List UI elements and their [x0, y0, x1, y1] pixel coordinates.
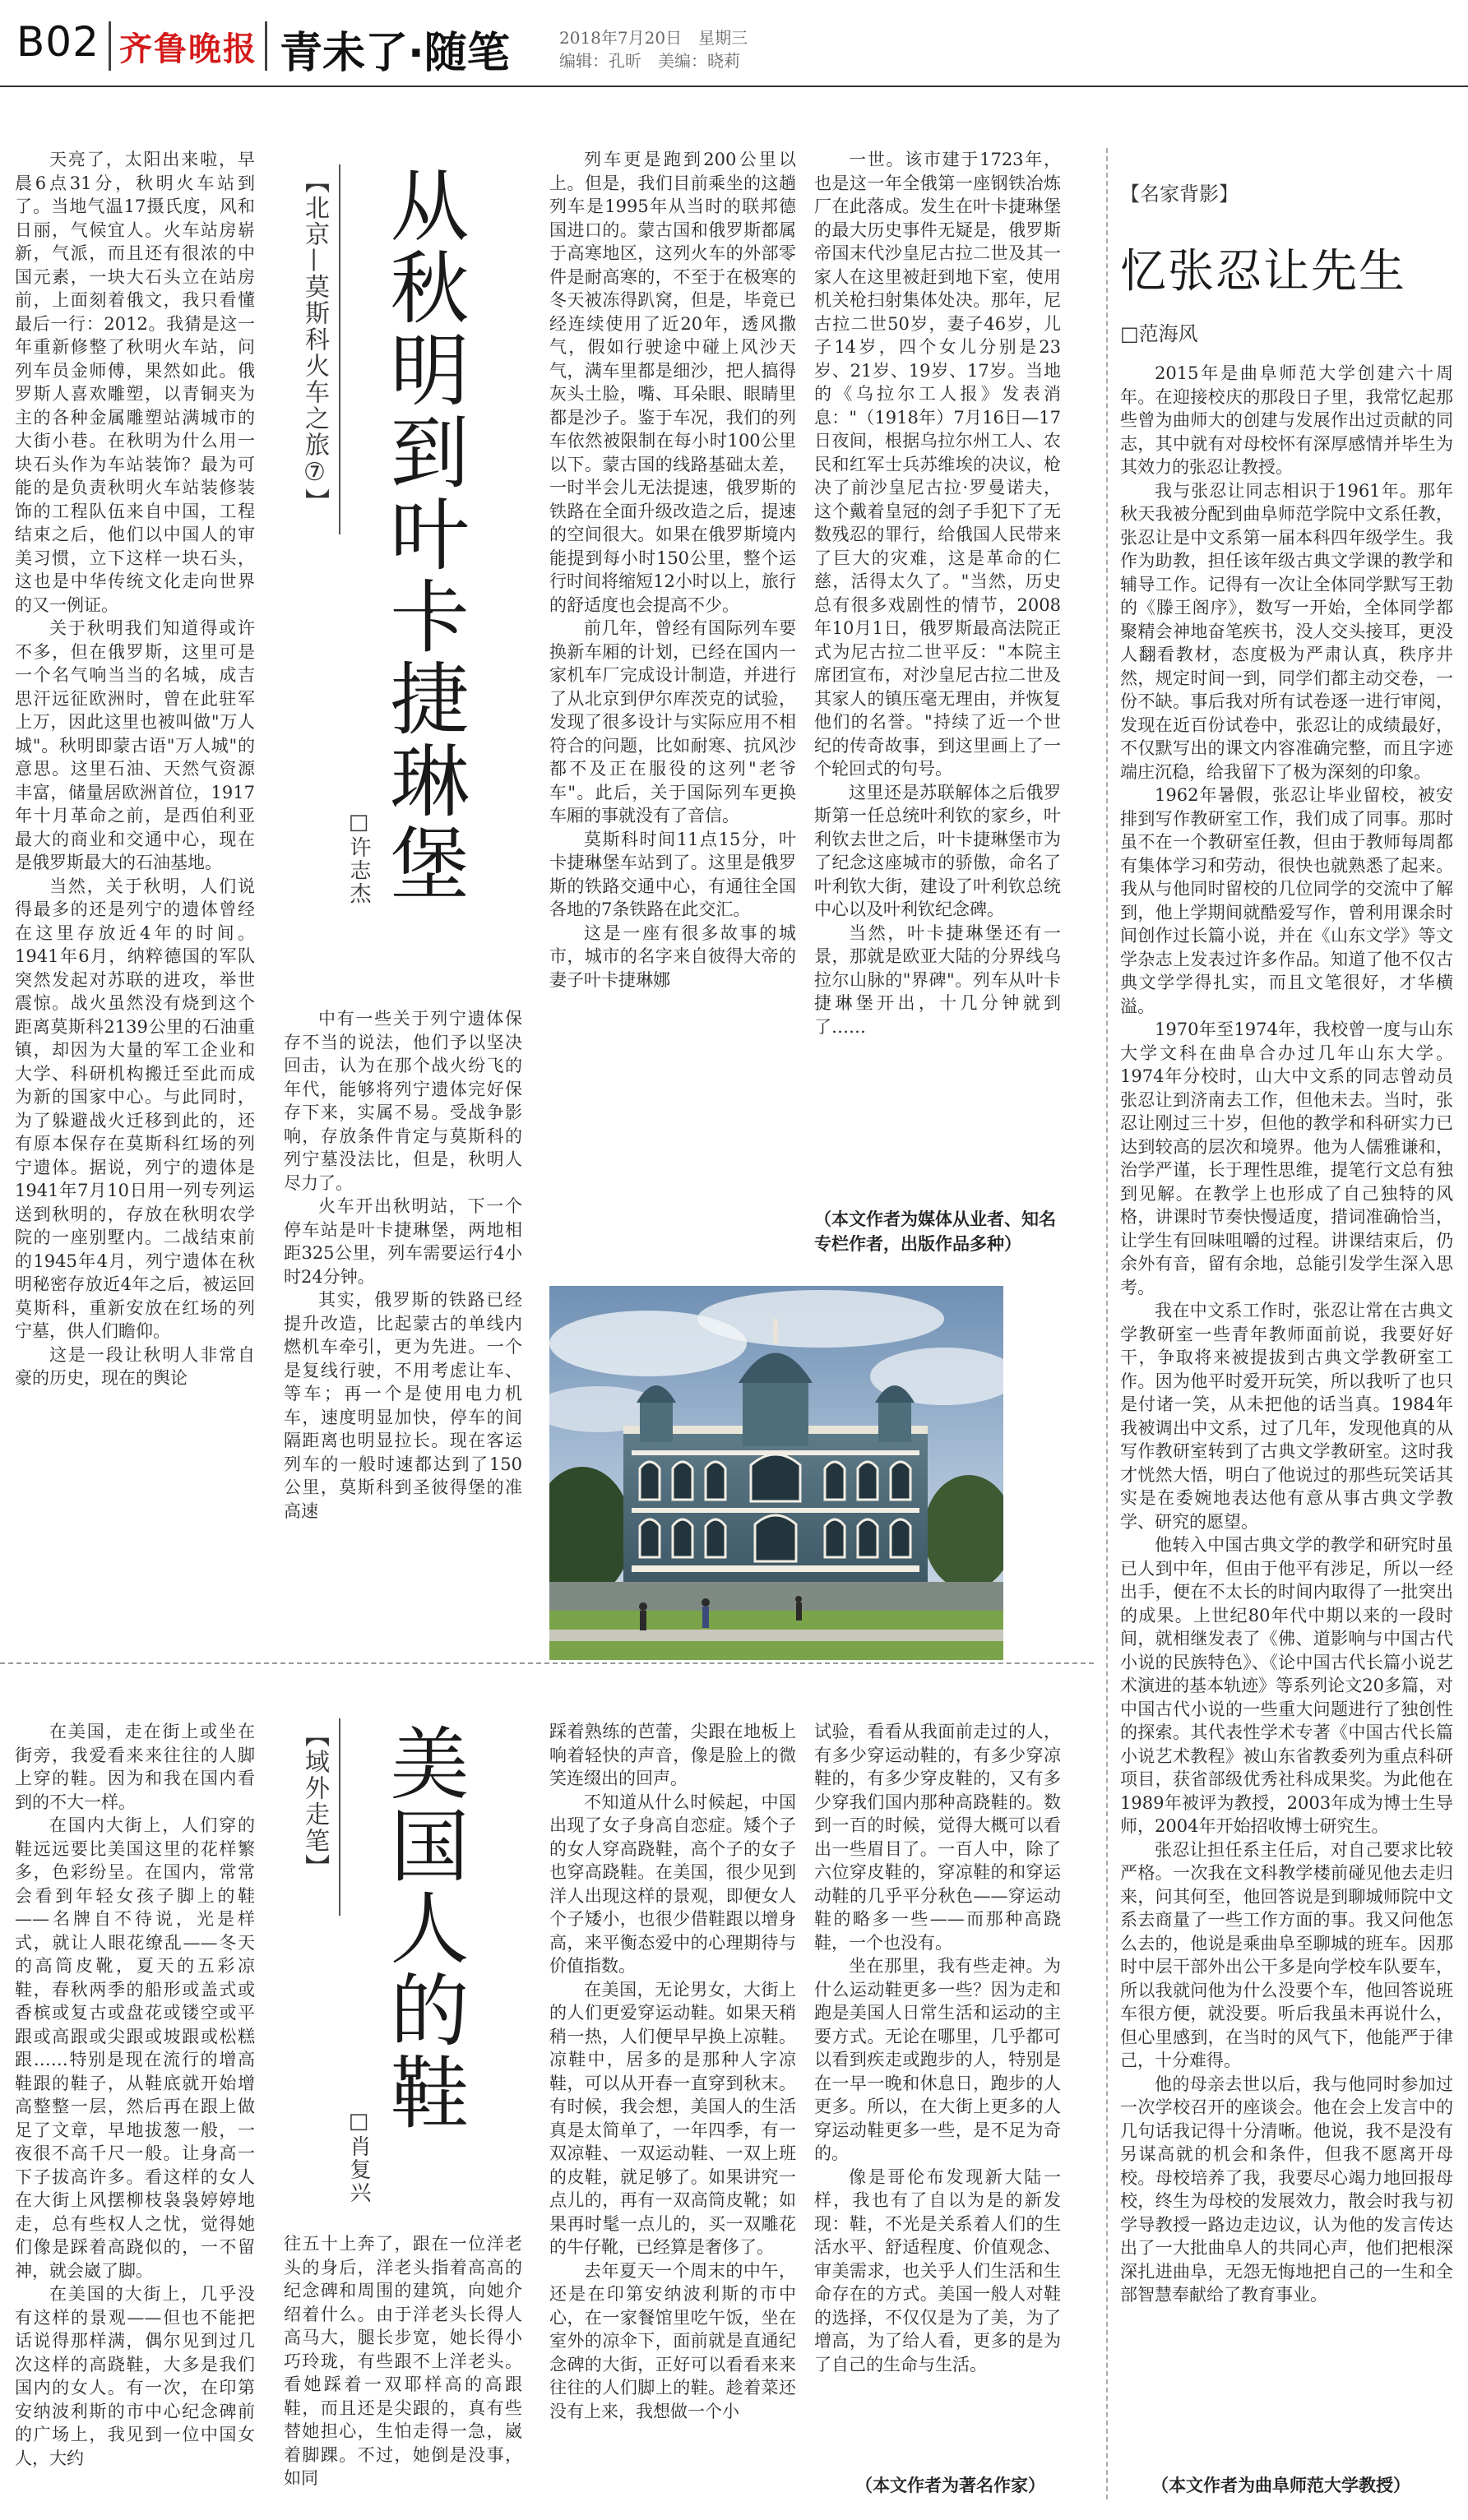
section-title: 青未了·随笔	[280, 29, 510, 78]
article-2-author-note: （本文作者为著名作家）	[855, 2476, 1045, 2495]
article-1-column-4	[814, 148, 1061, 1209]
article-1-column-2	[284, 1007, 522, 1657]
article-2-column-2	[284, 2232, 522, 2499]
paragraph: 关于秋明我们知道得或许不多，但在俄罗斯，这里可是一个名气响当当的名城，成吉思汗远征欧洲时，曾在此驻军上万，因此这里也被叫做"万人城"。秋明即蒙古语"万人城"的意思。这里石油、天然气资源丰富，储量居欧洲首位，1917年十月革命之前，是西伯利亚最大的商业和交通中心，现在是俄罗斯最大的石油基地。	[15, 618, 255, 872]
paragraph: 1962年暑假，张忍让毕业留校，被安排到写作教研室工作，我们成了同事。那时虽不在一个教研室任教，但由于教师每周都有集体学习和劳动，很快也就熟悉了起来。我从与他同时留校的几位同学的交流中了解到，他上学期间就酷爱写作，曾利用课余时间创作过长篇小说，并在《山东文学》等文学杂志上发表过许多作品。知道了他不仅古典文学学得扎实，而且文笔很好，才华横溢。	[1120, 785, 1453, 1016]
paragraph: 这是一座有很多故事的城市，城市的名字来自彼得大帝的妻子叶卡捷琳娜	[549, 922, 796, 990]
paragraph: 2015年是曲阜师范大学创建六十周年。在迎接校庆的那段日子里，我常忆起那些曾为曲师大的创建与发展作出过贡献的同志，其中就有对母校怀有深厚感情并毕生为其效力的张忍让教授。	[1120, 363, 1453, 477]
paragraph: 在国内大街上，人们穿的鞋远远要比美国这里的花样繁多，色彩纷呈。在国内，常常会看到年轻女孩子脚上的鞋——名牌自不待说，光是样式，就让人眼花缭乱——冬天的高筒皮靴，夏天的五彩凉鞋，春秋两季的船形或盖式或香槟或复古或盘花或镂空或平跟或高跟或尖跟或坡跟或松糕跟……特别是现在流行的增高鞋跟的鞋子，从鞋底就开始增高整整一层，然后再在跟上做足了文章，早地拔葱一般，一夜很不高千尺一般。让身高一下子拔高许多。看这样的女人在大街上风摆柳枝袅袅婷婷地走，总有些权人之忧，觉得她们像是踩着高跷似的，一不留神，就会崴了脚。	[15, 1815, 255, 2281]
paragraph: 当然，关于秋明，人们说得最多的还是列宁的遗体曾经在这里存放近4年的时间。1941年6月，纳粹德国的军队突然发起对苏联的进攻，举世震惊。战火虽然没有烧到这个距离莫斯科2139公里的石油重镇，却因为大量的军工企业和大学、科研机构搬迁至此而成为新的国家中心。与此同时，为了躲避战火迁移到此的，还有原本保存在莫斯科红场的列宁遗体。据说，列宁的遗体是1941年7月10日用一列专列运送到秋明的，存放在秋明农学院的一座别墅内。二战结束前的1945年4月，列宁遗体在秋明秘密存放近4年之后，被运回莫斯科，重新安放在红场的列宁墓，供人们瞻仰。	[15, 876, 255, 1341]
yekaterinburg-mansion-image	[549, 1286, 1003, 1660]
paragraph: 踩着熟练的芭蕾，尖跟在地板上响着轻快的声音，像是脸上的微笑连缀出的回声。	[549, 1722, 796, 1788]
article-3-series-tag: 【名家背影】	[1120, 183, 1239, 206]
article-3-author: □范海风	[1120, 322, 1198, 345]
paragraph: 我在中文系工作时，张忍让常在古典文学教研室一些青年教师面前说，我要好好干，争取将来被提拔到古典文学教研室工作。因为他平时爱开玩笑，所以我听了也只是付诸一笑，从未把他的话当真。1984年我被调出中文系，过了几年，发现他真的从写作教研室转到了古典文学教研室。这时我才恍然大悟，明白了他说过的那些玩笑话其实是在委婉地表达他有意从事古典文学教学、研究的愿望。	[1120, 1301, 1453, 1532]
paragraph: 他转入中国古典文学的教学和研究时虽已人到中年，但由于他平有涉足，所以一经出手，便在不太长的时间内取得了一批突出的成果。上世纪80年代中期以来的一段时间，就相继发表了《佛、道影响与中国古代小说的民族特色》、《论中国古代长篇小说艺术演进的基本轨迹》等系列论文20多篇，对中国古代小说的一些重大问题进行了独创性的探索。其代表性学术专著《中国古代长篇小说艺术教程》被山东省教委列为重点科研项目，获省部级优秀社科成果奖。为此他在1989年被评为教授，2003年成为博士生导师，2004年开始招收博士研究生。	[1120, 1535, 1453, 1836]
article-divider	[0, 1662, 1094, 1664]
paragraph: 莫斯科时间11点15分，叶卡捷琳堡车站到了。这里是俄罗斯的铁路交通中心，有通往全国各地的7条铁路在此交汇。	[549, 829, 796, 919]
paragraph: 这里还是苏联解体之后俄罗斯第一任总统叶利钦的家乡，叶利钦去世之后，叶卡捷琳堡市为了纪念这座城市的骄傲，命名了叶利钦大街，建设了叶利钦总统中心以及叶利钦纪念碑。	[814, 782, 1061, 919]
paragraph: 张忍让担任系主任后，对自己要求比较严格。一次我在文科教学楼前碰见他去走归来，问其何至，他回答说是到聊城师院中文系去商量了一些工作方面的事。我又问他怎么去的，他说是乘曲阜至聊城的班车。因那时中层干部外出公干多是向学校车队要车，所以我就问他为什么没要个车，他回答说班车很方便，就没要。听后我虽未再说什么，但心里感到，在当时的风气下，他能严于律己，十分难得。	[1120, 1839, 1453, 2070]
paragraph: 我与张忍让同志相识于1961年。那年秋天我被分配到曲阜师范学院中文系任教，张忍让是中文系第一届本科四年级学生。我作为助教，担任该年级古典文学课的教学和辅导工作。记得有一次让全体同学默写王勃的《滕王阁序》，数写一开始，全体同学都聚精会神地奋笔疾书，没人交头接耳，更没人翻看教材，态度极为严肃认真，秩序井然，规定时间一到，同学们都主动交卷，一份不缺。事后我对所有试卷逐一进行审阅，发现在近百份试卷中，张忍让的成绩最好，不仅默写出的课文内容准确完整，而且字迹端庄沉稳，给我留下了极为深刻的印象。	[1120, 480, 1453, 782]
article-1-series-tag: 【北京—莫斯科火车之旅⑦】	[300, 169, 329, 515]
paragraph: 这是一段让秋明人非常自豪的历史，现在的舆论	[15, 1344, 255, 1388]
paragraph: 在美国的大街上，几乎没有这样的景观——但也不能把话说得那样满，偶尔见到过几次这样的高跷鞋，大多是我们国内的女人。有一次，在印第安纳波利斯的市中心纪念碑前的广场上，我见到一位中国女人，大约	[15, 2284, 255, 2468]
article-3-body	[1120, 362, 1453, 2454]
paragraph: 在美国，走在街上或坐在街旁，我爱看来来往往的人脚上穿的鞋。因为和我在国内看到的不大一样。	[15, 1722, 255, 1812]
article-3-author-note: （本文作者为曲阜师范大学教授）	[1151, 2476, 1410, 2495]
newspaper-logo: 齐鲁晚报	[119, 30, 257, 68]
column-divider	[1106, 148, 1108, 2499]
article-1-author: □许志杰	[346, 810, 371, 905]
paragraph: 试验，看看从我面前走过的人，有多少穿运动鞋的，有多少穿凉鞋的，有多少穿皮鞋的，又有多少穿我们国内那种高跷鞋的。数到一百的时候，觉得大概可以看出一些眉目了。一百人中，除了六位穿皮鞋的，穿凉鞋的和穿运动鞋的几乎平分秋色——穿运动鞋的略多一些——而那种高跷鞋，一个也没有。	[814, 1722, 1061, 1953]
editor-credits: 编辑：孔昕 美编：晓莉	[559, 51, 740, 71]
article-2-column-4	[814, 1720, 1061, 2460]
paragraph: 他的母亲去世以后，我与他同时参加过一次学校召开的座谈会。他在会上发言中的几句话我记得十分清晰。他说，我不是没有另谋高就的机会和条件，但我不愿离开母校。母校培养了我，我要尽心竭力地回报母校，终生为母校的发展效力，散会时我与初学导教授一路边走边议，认为他的发言传达出了一大批曲阜人的共同心声，他们把根深深扎进曲阜，无怨无悔地把自己的一生和全部智慧奉献给了教育事业。	[1120, 2074, 1453, 2305]
article-2-title: 美国人的鞋	[377, 1722, 470, 2134]
paragraph: 火车开出秋明站，下一个停车站是叶卡捷琳堡，两地相距325公里，列车需要运行4小时24分钟。	[284, 1196, 522, 1287]
paragraph: 去年夏天一个周末的中午，还是在印第安纳波利斯的市中心，在一家餐馆里吃午饭，坐在室外的凉伞下，面前就是直通纪念碑的大街，正好可以看看来来往往的人们脚上的鞋。趁着菜还没有上来，我想做一个小	[549, 2260, 796, 2421]
paragraph: 天亮了，太阳出来啦，早晨6点31分，秋明火车站到了。当地气温17摄氏度，风和日丽，气候宜人。火车站房崭新，气派，而且还有很浓的中国元素，一块大石头立在站房前，上面刻着俄文，我只看懂最后一行：2012。我猜是这一年重新修整了秋明火车站，问列车员金师傅，果然如此。俄罗斯人喜欢雕塑，以青铜夹为主的各种金属雕塑站满城市的大街小巷。在秋明为什么用一块石头作为车站装饰？最为可能的是负责秋明火车站装修装饰的工程队伍来自中国，工程结束之后，他们以中国人的审美习惯，立下这样一块石头，这也是中华传统文化走向世界的又一例证。	[15, 150, 255, 615]
article-1-column-1	[15, 148, 255, 1661]
paragraph: 当然，叶卡捷琳堡还有一景，那就是欧亚大陆的分界线乌拉尔山脉的"界碑"。列车从叶卡捷琳堡开出，十几分钟就到了……	[814, 922, 1061, 1037]
article-1-title: 从秋明到叶卡捷琳堡	[377, 164, 470, 904]
paragraph: 中有一些关于列宁遗体保存不当的说法，他们予以坚决回击，认为在那个战火纷飞的年代，能够将列宁遗体完好保存下来，实属不易。受战争影响，存放条件肯定与莫斯科的列宁墓没法比，但是，秋明人尽力了。	[284, 1009, 522, 1193]
paragraph: 坐在那里，我有些走神。为什么运动鞋更多一些？因为走和跑是美国人日常生活和运动的主要方式。无论在哪里，几乎都可以看到疾走或跑步的人，特别是在一早一晚和休息日，跑步的人更多。所以，在大街上更多的人穿运动鞋更多一些，是不足为奇的。	[814, 1956, 1061, 2163]
page-code: B02	[16, 18, 100, 66]
article-3-title: 忆张忍让先生	[1120, 245, 1406, 298]
header-divider	[265, 21, 267, 71]
paragraph: 前几年，曾经有国际列车要换新车厢的计划，已经在国内一家机车厂完成设计制造，并进行了从北京到伊尔库茨克的试验，发现了很多设计与实际应用不相符合的问题，比如耐寒、抗风沙都不及正在服役的这列"老爷车"。此后，关于国际列车更换车厢的事就没有了音信。	[549, 618, 796, 825]
article-2-author: □肖复兴	[346, 2109, 371, 2204]
issue-date: 2018年7月20日 星期三	[559, 28, 748, 48]
article-1-column-3	[549, 148, 796, 1278]
paragraph: 不知道从什么时候起，中国出现了女子身高自恋症。矮个子的女人穿高跷鞋，高个子的女子也穿高跷鞋。在美国，很少见到洋人出现这样的景观，即便女人个子矮小，也很少借鞋跟以增身高，来平衡态爱中的心理期待与价值指数。	[549, 1792, 796, 1976]
building-photo	[549, 1286, 1003, 1660]
tag-rule	[339, 164, 340, 534]
paragraph: 一世。该市建于1723年，也是这一年全俄第一座钢铁冶炼厂在此落成。发生在叶卡捷琳堡的最大历史事件无疑是，俄罗斯帝国末代沙皇尼古拉二世及其一家人在这里被赶到地下室，使用机关枪扫射集体处决。那年，尼古拉二世50岁，妻子46岁，儿子14岁，四个女儿分别是23岁、21岁、19岁、17岁。当地的《乌拉尔工人报》发表消息："（1918年）7月16日—17日夜间，根据乌拉尔州工人、农民和红军士兵苏维埃的决议，枪决了前沙皇尼古拉·罗曼诺夫，这个戴着皇冠的刽子手犯下了无数残忍的罪行，给俄国人民带来了巨大的灾难，这是革命的仁慈，活得太久了。"当然，历史总有很多戏剧性的情节，2008年10月1日，俄罗斯最高法院正式为尼古拉二世平反："本院主席团宣布，对沙皇尼古拉二世及其家人的镇压毫无理由，并恢复他们的名誉。"持续了近一个世纪的传奇故事，到这里画上了一个轮回式的句号。	[814, 150, 1061, 779]
paragraph: 其实，俄罗斯的铁路已经提升改造，比起蒙古的单线内燃机车牵引，更为先进。一个是复线行驶，不用考虑让车、等车；再一个是使用电力机车，速度明显加快，停车的间隔距离也明显拉长。现在客运列车的一般时速都达到了150公里，莫斯科到圣彼得堡的准高速	[284, 1290, 522, 1521]
paragraph: 列车更是跑到200公里以上。但是，我们目前乘坐的这趟列车是1995年从当时的联邦德国进口的。蒙古国和俄罗斯都属于高寒地区，这列火车的外部零件是耐高寒的，不至于在极寒的冬天被冻得趴窝，但是，毕竟已经连续使用了近20年，透风撒气，假如行驶途中碰上风沙天气，满车里都是细沙，把人搞得灰头土脸，嘴、耳朵眼、眼睛里都是沙子。鉴于车况，我们的列车依然被限制在每小时100公里以下。蒙古国的线路基础太差，一时半会儿无法提速，俄罗斯的铁路在全面升级改造之后，提速的空间很大。如果在俄罗斯境内能提到每小时150公里，整个运行时间将缩短12小时以上，旅行的舒适度也会提高不少。	[549, 150, 796, 615]
tag-rule	[339, 1718, 340, 1916]
article-2-column-1	[15, 1720, 255, 2501]
header-rule	[0, 86, 1468, 87]
paragraph: 1970年至1974年，我校曾一度与山东大学文科在曲阜合办过几年山东大学。1974年分校时，山大中文系的同志曾动员张忍让到济南去工作，但他未去。当时，张忍让刚过三十岁，但他的教学和科研实力已达到较高的层次和境界。他为人儒雅谦和，治学严谨，长于理性思维，提笔行文总有独到见解。在教学上也形成了自己独特的风格，讲课时节奏快慢适度，措词准确恰当，让学生有回味咀嚼的过程。讲课结束后，仍余外有音，留有余地，总能引发学生深入思考。	[1120, 1020, 1453, 1297]
header-divider	[109, 21, 111, 71]
paragraph: 在美国，无论男女，大街上的人们更爱穿运动鞋。如果天稍稍一热，人们便早早换上凉鞋。凉鞋中，居多的是那种人字凉鞋，可以从开春一直穿到秋末。有时候，我会想，美国人的生活真是太简单了，一年四季，有一双凉鞋、一双运动鞋、一双上班的皮鞋，就足够了。如果讲究一点儿的，再有一双高筒皮靴；如果再时髦一点儿的，买一双雕花的牛仔靴，已经算是奢侈了。	[549, 1979, 796, 2257]
paragraph: 往五十上奔了，跟在一位洋老头的身后，洋老头指着高高的纪念碑和周围的建筑，向她介绍着什么。由于洋老头长得人高马大，腿长步宽，她长得小巧玲珑，有些跟不上洋老头。看她踩着一双耶样高的高跟鞋，而且还是尖跟的，真有些替她担心，生怕走得一急，崴着脚踝。不过，她倒是没事，如同	[284, 2234, 522, 2488]
paragraph: 像是哥伦布发现新大陆一样，我也有了自以为是的新发现：鞋，不光是关系着人们的生活水平、舒适程度、价值观念、审美需求，也关乎人们生活和生命存在的方式。美国一般人对鞋的选择，不仅仅是为了美，为了增高，为了给人看，更多的是为了自己的生命与生活。	[814, 2166, 1061, 2374]
article-2-series-tag: 【域外走笔】	[300, 1722, 329, 1880]
article-1-author-note: （本文作者为媒体从业者、知名专栏作者，出版作品多种）	[814, 1209, 1056, 1254]
article-2-column-3	[549, 1720, 796, 2501]
